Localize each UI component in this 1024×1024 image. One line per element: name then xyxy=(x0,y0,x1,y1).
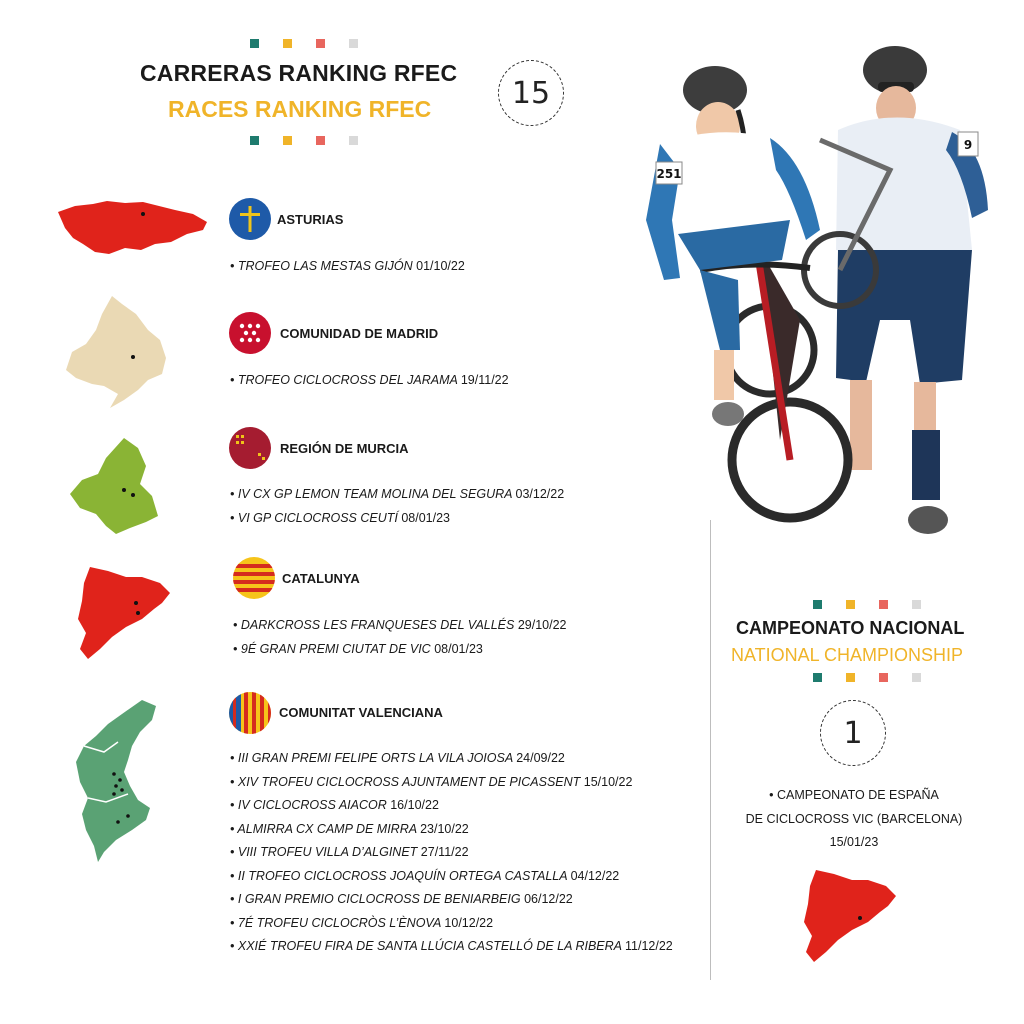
race-item: • II TROFEO CICLOCROSS JOAQUÍN ORTEGA CASTALLA 04/12/22 xyxy=(230,868,620,883)
region-name-catalunya: CATALUNYA xyxy=(282,571,360,586)
national-title: CAMPEONATO NACIONAL xyxy=(736,618,965,638)
national-race-line1: • CAMPEONATO DE ESPAÑA xyxy=(769,788,939,802)
region-name-madrid: COMUNIDAD DE MADRID xyxy=(280,326,439,341)
murcia-flag-icon xyxy=(229,427,271,469)
coral-square-icon xyxy=(316,136,325,145)
teal-square-icon xyxy=(250,39,259,48)
race-item: • ALMIRRA CX CAMP DE MIRRA 23/10/22 xyxy=(230,821,469,836)
teal-square-icon xyxy=(813,673,822,682)
asturias-flag-icon xyxy=(229,198,271,240)
national-race-date: 15/01/23 xyxy=(829,835,879,849)
teal-square-icon xyxy=(813,600,822,609)
race-item: • IV CX GP LEMON TEAM MOLINA DEL SEGURA 03/12/22 xyxy=(230,487,565,501)
grey-square-icon xyxy=(349,136,358,145)
race-item: • I GRAN PREMIO CICLOCROSS DE BENIARBEIG 06/12/22 xyxy=(230,892,573,906)
murcia-map-icon xyxy=(66,436,162,536)
national-count-badge: 1 xyxy=(820,700,886,766)
national-race-info xyxy=(724,784,984,855)
catalunya-map-icon xyxy=(70,563,174,663)
grey-square-icon xyxy=(912,673,921,682)
race-item: • XXIÉ TROFEU FIRA DE SANTA LLÚCIA CASTELLÓ DE LA RIBERA 11/12/22 xyxy=(230,939,673,953)
region-name-asturias: ASTURIAS xyxy=(277,212,344,227)
yellow-square-icon xyxy=(846,600,855,609)
region-name-valencia: COMUNITAT VALENCIANA xyxy=(279,705,443,720)
madrid-flag-icon xyxy=(229,312,271,354)
race-item: • DARKCROSS LES FRANQUESES DEL VALLÉS 29/10/22 xyxy=(233,618,567,632)
region-name-murcia: REGIÓN DE MURCIA xyxy=(280,441,409,456)
race-item: • VIII TROFEU VILLA D’ALGINET 27/11/22 xyxy=(230,845,469,859)
race-item: • III GRAN PREMI FELIPE ORTS LA VILA JOIOSA 24/09/22 xyxy=(230,751,565,765)
coral-square-icon xyxy=(879,600,888,609)
races-count-badge: 15 xyxy=(498,60,564,126)
race-item: • TROFEO LAS MESTAS GIJÓN 01/10/22 xyxy=(230,259,465,273)
coral-square-icon xyxy=(879,673,888,682)
decor-dots-bottom xyxy=(250,136,358,145)
cyclists-photo xyxy=(640,20,1010,560)
national-race-line2: DE CICLOCROSS VIC (BARCELONA) xyxy=(745,811,963,826)
madrid-map-icon xyxy=(62,294,170,412)
yellow-square-icon xyxy=(283,136,292,145)
decor-dots-top xyxy=(250,39,358,48)
yellow-square-icon xyxy=(846,673,855,682)
valencia-map-icon xyxy=(70,696,162,864)
grey-square-icon xyxy=(349,39,358,48)
race-item: • IV CICLOCROSS AIACOR 16/10/22 xyxy=(230,798,439,812)
jersey-number-right: 9 xyxy=(963,138,973,152)
catalunya-national-map-icon xyxy=(796,866,900,966)
race-list-murcia xyxy=(230,483,564,530)
race-item: • 7É TROFEU CICLOCRÒS L’ÈNOVA 10/12/22 xyxy=(230,915,494,930)
race-item: • XIV TROFEU CICLOCROSS AJUNTAMENT DE PICASSENT 15/10/22 xyxy=(230,774,633,789)
coral-square-icon xyxy=(316,39,325,48)
national-dots-top xyxy=(813,600,921,609)
asturias-map-icon xyxy=(55,198,210,258)
race-item: • 9É GRAN PREMI CIUTAT DE VIC 08/01/23 xyxy=(233,641,483,656)
catalunya-flag-icon xyxy=(233,557,275,599)
race-list-madrid xyxy=(230,369,509,393)
race-item: • VI GP CICLOCROSS CEUTÍ 08/01/23 xyxy=(230,510,451,525)
national-dots-bottom xyxy=(813,673,921,682)
grey-square-icon xyxy=(912,600,921,609)
column-divider xyxy=(710,520,711,980)
race-item: • TROFEO CICLOCROSS DEL JARAMA 19/11/22 xyxy=(230,373,509,387)
yellow-square-icon xyxy=(283,39,292,48)
page-title: CARRERAS RANKING RFEC xyxy=(140,60,458,86)
national-subtitle: NATIONAL CHAMPIONSHIP xyxy=(731,645,964,665)
race-list-asturias xyxy=(230,255,465,279)
teal-square-icon xyxy=(250,136,259,145)
page-subtitle: RACES RANKING RFEC xyxy=(168,96,432,122)
race-list-catalunya xyxy=(233,614,567,661)
jersey-number-left: 251 xyxy=(656,167,682,181)
race-list-valencia xyxy=(230,747,673,959)
valencia-flag-icon xyxy=(229,692,271,734)
